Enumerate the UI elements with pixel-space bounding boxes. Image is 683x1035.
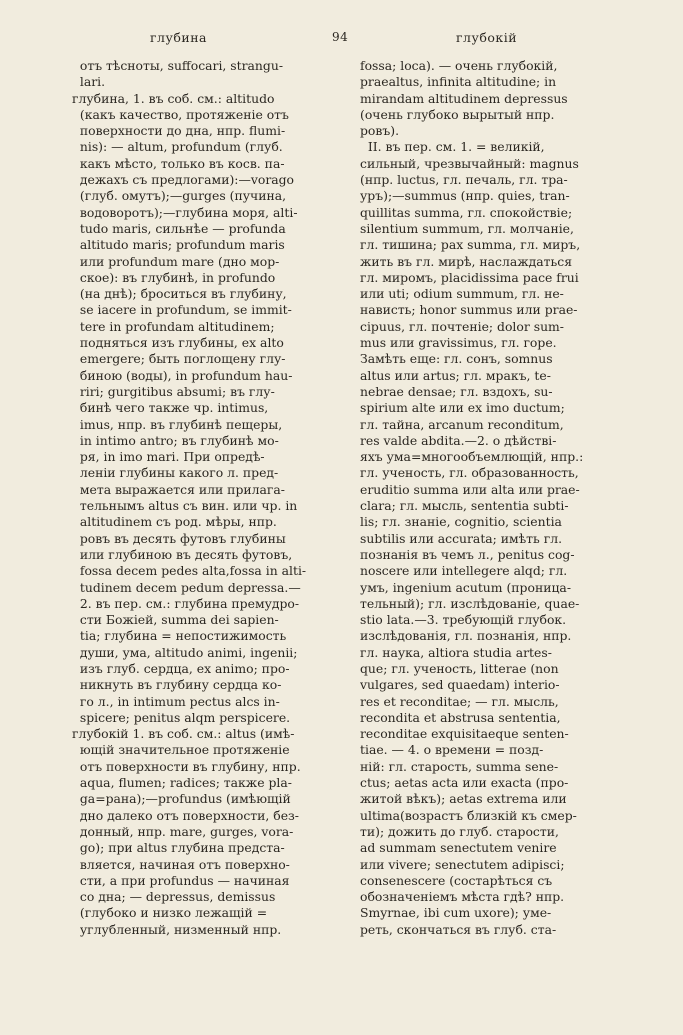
left-column-line: nis): — altum, profundum (глуб. <box>72 139 283 155</box>
left-column-line: отъ тѣсноты, suffocari, strangu- <box>72 58 284 73</box>
left-column-line: tudo maris, сильнѣе — profunda <box>72 220 286 236</box>
left-column-line: (на днѣ); броситься въ глубину, <box>72 286 287 302</box>
header-right-word: глубокій <box>456 30 518 45</box>
right-column-line: ctus; aetas acta или exacta (про- <box>360 775 569 791</box>
right-column-line: познанія въ чемъ л., penitus cog- <box>360 546 575 562</box>
right-column-line: nebrae densae; гл. вздохъ, su- <box>360 383 553 399</box>
left-column-line: tere in profundam altitudinem; <box>72 318 275 334</box>
right-column-line: spirium alte или ex imo ductum; <box>360 400 565 416</box>
left-column-line: подняться изъ глубины, ex alto <box>72 335 284 351</box>
right-column-line: гл. миромъ, placidissima pace frui <box>360 269 579 285</box>
right-column-line: сильный, чрезвычайный: magnus <box>360 155 579 171</box>
right-column-line: или vivere; senectutem adipisci; <box>360 856 565 872</box>
left-column-line: ровъ въ десять футовъ глубины <box>72 530 286 546</box>
left-column-line: тельнымъ altus съ вин. или чр. in <box>72 498 298 514</box>
header-left-word: глубина <box>150 30 207 45</box>
left-column-line: глубокій 1. въ соб. см.: altus (имѣ- <box>72 726 295 742</box>
left-column-line: se iacere in profundum, se immit- <box>72 302 292 318</box>
left-column-line: in intimo antro; въ глубинѣ мо- <box>72 432 279 448</box>
right-column-line: (нпр. luctus, гл. печаль, гл. тра- <box>360 172 568 188</box>
right-column-line: clara; гл. мысль, sententia subti- <box>360 498 569 514</box>
right-column-line: тельный); гл. изслѣдованіе, quae- <box>360 595 580 611</box>
right-column-line: гл. тишина; pax summa, гл. миръ, <box>360 237 581 253</box>
left-column-line: мета выражается или прилага- <box>72 481 285 497</box>
right-column-line: stio lata.—3. требующій глубок. <box>360 612 567 628</box>
right-column-line: гл. ученость, гл. образованность, <box>360 465 579 481</box>
left-column-line: леніи глубины какого л. пред- <box>72 465 279 481</box>
right-column <box>360 58 622 938</box>
right-column-line: Smyrnae, ibi cum uxore); уме- <box>360 905 552 921</box>
left-column-line: aqua, flumen; radices; также pla- <box>72 775 292 791</box>
left-column-line: бинѣ чего также чр. intimus, <box>72 400 269 416</box>
left-column-line: поверхности до дна, нпр. flumi- <box>72 123 286 139</box>
left-column-line: ющій значительное протяженіе <box>72 742 290 758</box>
left-column-line: altitudo maris; profundum maris <box>72 237 285 253</box>
right-column-line: ти); дожить до глуб. старости, <box>360 823 559 839</box>
right-column-line: житой вѣкъ); aetas extrema или <box>360 791 567 807</box>
left-column-line: донный, нпр. mare, gurges, vora- <box>72 823 294 839</box>
left-column-line: go); при altus глубина предста- <box>72 840 285 856</box>
right-column-line: нависть; honor summus или prae- <box>360 302 578 318</box>
right-column-line: praealtus, infinita altitudine; in <box>360 74 557 90</box>
right-column-line: яхъ ума=многообъемлющій, нпр.: <box>360 449 584 465</box>
left-column-line: imus, нпр. въ глубинѣ пещеры, <box>72 416 283 432</box>
left-column-line: дно далеко отъ поверхности, без- <box>72 807 299 823</box>
left-column-line: ря, in imo mari. При опредѣ- <box>72 449 265 465</box>
right-column-line: ultima(возрастъ близкій къ смер- <box>360 807 577 823</box>
right-column-line: обозначеніемъ мѣста гдѣ? нпр. <box>360 889 565 905</box>
right-column-line: гл. наука, altiora studia artes- <box>360 644 552 660</box>
right-column-line: cipuus, гл. почтеніе; dolor sum- <box>360 318 564 334</box>
left-column-line: водоворотъ);—глубина моря, alti- <box>72 204 298 220</box>
right-column-line: altus или artus; гл. мракъ, te- <box>360 367 551 383</box>
left-column-line: tia; глубина = непостижимость <box>72 628 287 644</box>
left-column-line: fossa decem pedes alta,fossa in alti- <box>72 563 307 579</box>
right-column-line: recondita et abstrusa sententia, <box>360 709 561 725</box>
left-column-line: tudinem decem pedum depressa.— <box>72 579 301 595</box>
right-column-line: умъ, ingenium acutum (проница- <box>360 579 572 595</box>
right-column-line: жить въ гл. мирѣ, наслаждаться <box>360 253 573 269</box>
right-column-line: que; гл. ученость, litterae (non <box>360 660 559 676</box>
left-column-line: emergere; быть поглощену глу- <box>72 351 286 367</box>
left-column-line: (глуб. омутъ);—gurges (пучина, <box>72 188 287 204</box>
right-column-line: уръ);—summus (нпр. quies, tran- <box>360 188 570 204</box>
left-column-line: никнуть въ глубину сердца ко- <box>72 677 282 693</box>
right-column-line: (очень глубоко вырытый нпр. <box>360 106 555 122</box>
left-column-line: отъ поверхности въ глубину, нпр. <box>72 758 301 774</box>
right-column-line: изслѣдованія, гл. познанія, нпр. <box>360 628 572 644</box>
page-number: 94 <box>332 30 349 44</box>
left-column-line: биною (воды), in profundum hau- <box>72 367 293 383</box>
right-column-line: reconditae exquisitaeque senten- <box>360 726 569 742</box>
right-column-line: mirandam altitudinem depressus <box>360 90 568 106</box>
left-column-line: lari. <box>72 74 106 90</box>
left-column-line: или глубиною въ десять футовъ, <box>72 546 293 562</box>
left-column-line: или profundum mare (дно мор- <box>72 253 280 269</box>
right-column-line: res et reconditae; — гл. мысль, <box>360 693 559 709</box>
right-column-line: subtilis или accurata; имѣть гл. <box>360 530 563 546</box>
right-column-line: II. въ пер. см. 1. = великій, <box>360 139 545 155</box>
right-column-line: реть, скончаться въ глуб. ста- <box>360 921 557 937</box>
right-column-line: res valde abdita.—2. о дѣйстві- <box>360 432 557 448</box>
left-column <box>72 58 334 938</box>
left-column-line: со дна; — depressus, demissus <box>72 889 276 905</box>
right-column-line: mus или gravissimus, гл. горе. <box>360 335 557 351</box>
right-column-line: eruditio summa или alta или prae- <box>360 481 580 497</box>
left-column-line: altitudinem съ род. мѣры, нпр. <box>72 514 277 530</box>
left-column-line: какъ мѣсто, только въ косв. па- <box>72 155 285 171</box>
left-column-line: (какъ качество, протяженіе отъ <box>72 106 289 122</box>
right-column-line: quillitas summa, гл. спокойствіе; <box>360 204 573 220</box>
right-column-line: Замѣть еще: гл. сонъ, somnus <box>360 351 553 367</box>
left-column-line: глубина, 1. въ соб. см.: altitudo <box>72 90 275 106</box>
left-column-line: 2. въ пер. см.: глубина премудро- <box>72 595 300 611</box>
left-column-line: ское): въ глубинѣ, in profundo <box>72 269 276 285</box>
right-column-line: silentium summum, гл. молчаніе, <box>360 220 574 236</box>
left-column-line: души, ума, altitudo animi, ingenii; <box>72 644 298 660</box>
left-column-line: го л., in intimum pectus alcs in- <box>72 693 280 709</box>
left-column-line: изъ глуб. сердца, ex animo; про- <box>72 660 290 676</box>
right-column-line: lis; гл. знаніе, cognitio, scientia <box>360 514 562 530</box>
right-column-line: fossa; loca). — очень глубокій, <box>360 58 558 73</box>
right-column-line: noscere или intellegere alqd; гл. <box>360 563 568 579</box>
left-column-line: ga=рана);—profundus (имѣющій <box>72 791 291 807</box>
right-column-line: ad summam senectutem venire <box>360 840 557 856</box>
left-column-line: вляется, начиная отъ поверхно- <box>72 856 290 872</box>
left-column-line: сти Божіей, summa dei sapien- <box>72 612 279 628</box>
right-column-line: ровъ). <box>360 123 400 139</box>
page-header <box>0 30 683 52</box>
right-column-line: tiae. — 4. о времени = позд- <box>360 742 544 758</box>
left-column-line: углубленный, низменный нпр. <box>72 921 282 937</box>
right-column-line: гл. тайна, arcanum reconditum, <box>360 416 564 432</box>
left-column-line: сти, а при profundus — начиная <box>72 872 290 888</box>
left-column-line: spicere; penitus alqm perspicere. <box>72 709 291 725</box>
right-column-line: vulgares, sed quaedam) interio- <box>360 677 560 693</box>
left-column-line: riri; gurgitibus absumi; въ глу- <box>72 383 275 399</box>
left-column-line: дежахъ съ предлогами):—vorago <box>72 172 295 188</box>
right-column-line: consenescere (состарѣться съ <box>360 872 553 888</box>
right-column-line: ній: гл. старость, summa sene- <box>360 758 559 774</box>
right-column-line: или uti; odium summum, гл. не- <box>360 286 564 302</box>
left-column-line: (глубоко и низко лежащій = <box>72 905 268 921</box>
